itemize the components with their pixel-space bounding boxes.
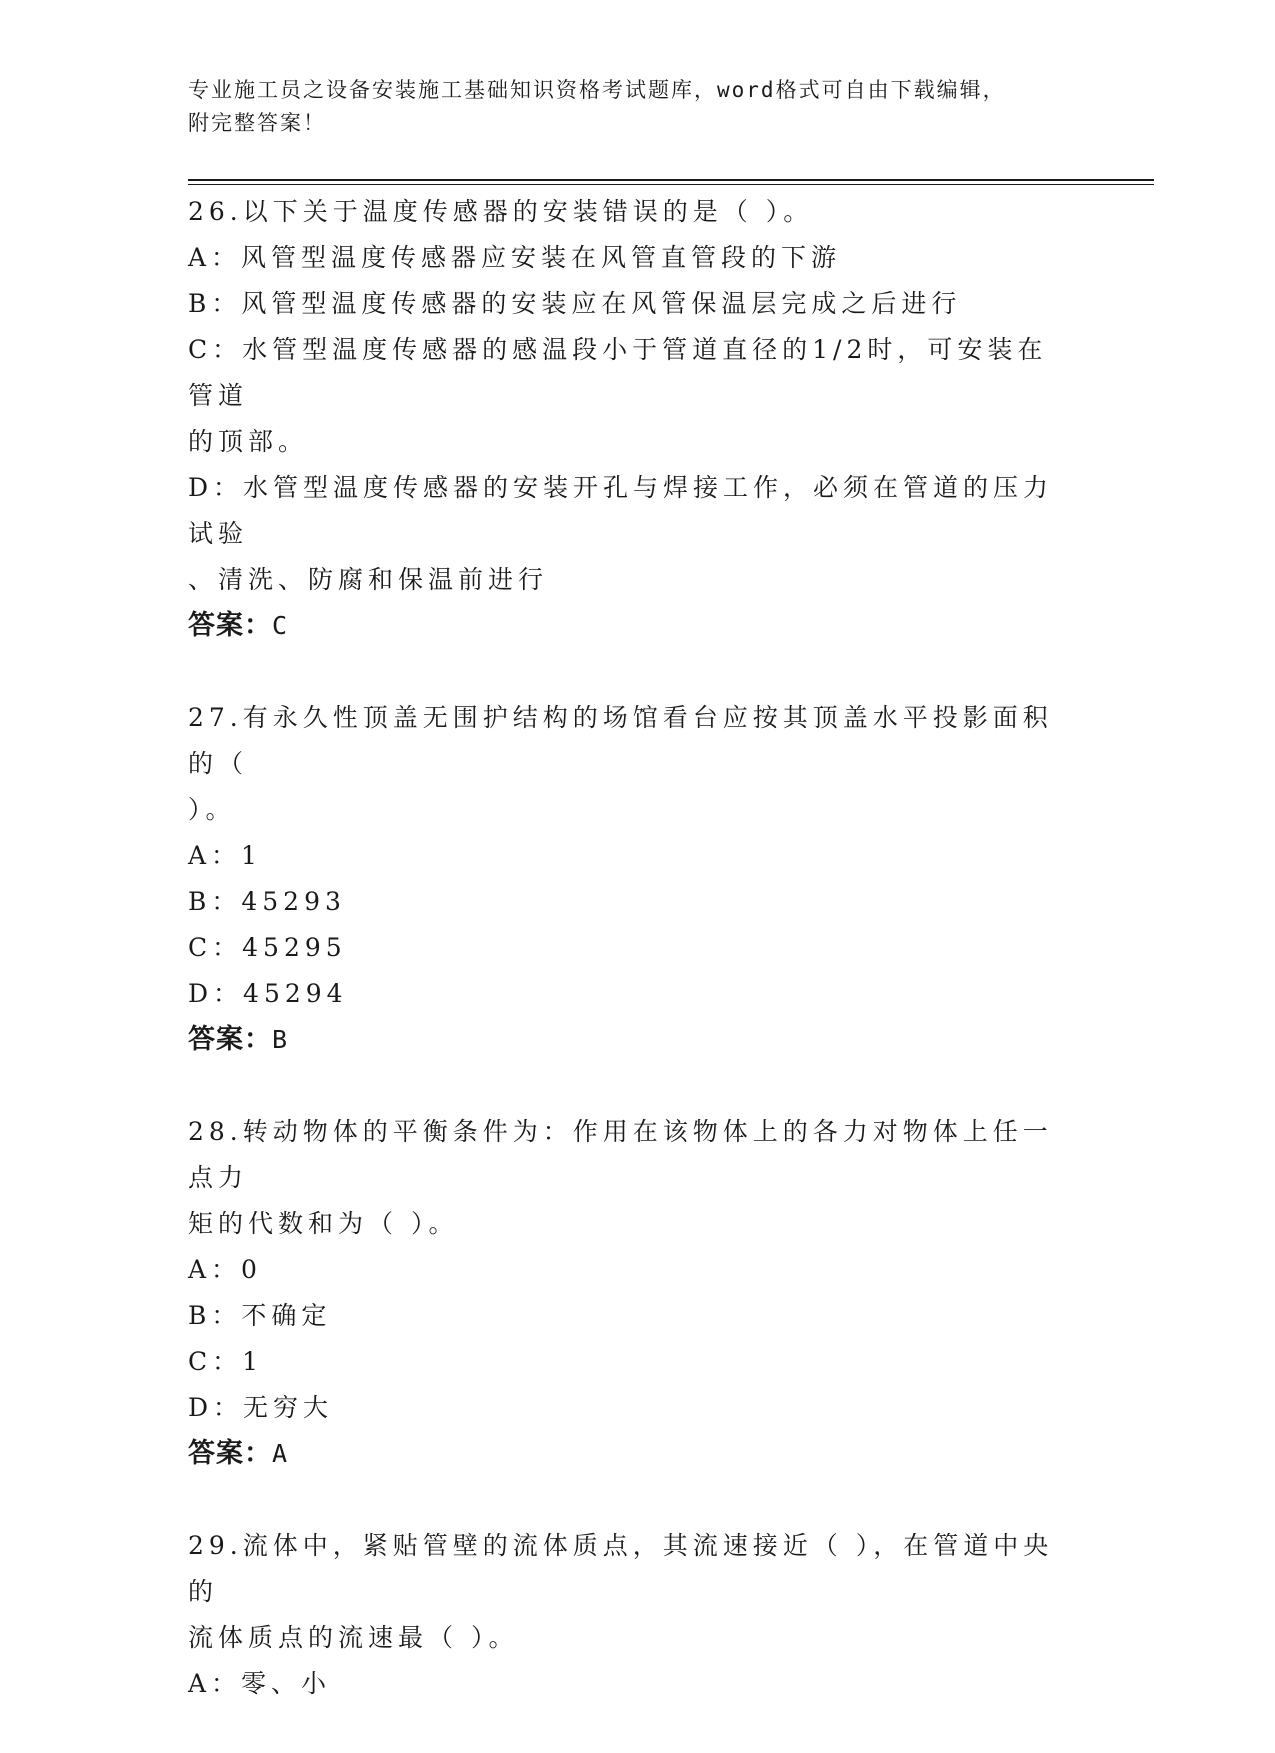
- answer-option: A：风管型温度传感器应安装在风管直管段的下游: [188, 243, 842, 272]
- answer-key: [188, 603, 1068, 649]
- document-header: [188, 74, 1068, 140]
- answer-option: A：0: [188, 1255, 262, 1284]
- answer-label: 答案：: [188, 1438, 272, 1469]
- answer-option: C：1: [188, 1347, 264, 1376]
- answer-option: 、清洗、防腐和保温前进行: [188, 565, 549, 594]
- answer-option: C：45295: [188, 933, 347, 962]
- header-line-1: 专业施工员之设备安装施工基础知识资格考试题库，word格式可自由下载编辑，: [188, 78, 1006, 102]
- question-stem: 矩的代数和为（ ）。: [188, 1209, 459, 1238]
- question-stem: 26.以下关于温度传感器的安装错误的是（ ）。: [188, 197, 814, 226]
- answer-option: D：45294: [188, 979, 348, 1008]
- question-block: [188, 695, 1068, 1063]
- answer-value: B: [272, 1025, 289, 1054]
- question-stem: ）。: [188, 795, 236, 824]
- answer-key: [188, 1431, 1068, 1477]
- answer-value: C: [272, 611, 289, 640]
- answer-option: D：无穷大: [188, 1393, 334, 1422]
- answer-option: 的顶部。: [188, 427, 309, 456]
- question-stem: 流体质点的流速最（ ）。: [188, 1623, 519, 1652]
- header-divider-thin: [188, 184, 1154, 185]
- question-block: [188, 1109, 1068, 1477]
- answer-label: 答案：: [188, 1024, 272, 1055]
- header-line-2: 附完整答案！: [188, 111, 326, 135]
- question-block: [188, 189, 1068, 649]
- question-list: [188, 189, 1068, 1753]
- question-stem: 27.有永久性顶盖无围护结构的场馆看台应按其顶盖水平投影面积的（: [188, 703, 1053, 778]
- answer-key: [188, 1017, 1068, 1063]
- answer-option: A：1: [188, 841, 262, 870]
- answer-option: B：不确定: [188, 1301, 332, 1330]
- answer-option: D：水管型温度传感器的安装开孔与焊接工作，必须在管道的压力试验: [188, 473, 1054, 548]
- question-stem: 28.转动物体的平衡条件为：作用在该物体上的各力对物体上任一点力: [188, 1117, 1053, 1192]
- answer-value: A: [272, 1439, 289, 1468]
- answer-option: A：零、小: [188, 1669, 332, 1698]
- answer-label: 答案：: [188, 610, 272, 641]
- question-stem: 29.流体中，紧贴管壁的流体质点，其流速接近（ ），在管道中央的: [188, 1531, 1054, 1606]
- answer-option: B：风管型温度传感器的安装应在风管保温层完成之后进行: [188, 289, 962, 318]
- header-divider-thick: [188, 179, 1154, 181]
- answer-option: B：45293: [188, 887, 346, 916]
- answer-option: C：水管型温度传感器的感温段小于管道直径的1/2时，可安装在管道: [188, 335, 1048, 410]
- question-block: [188, 1523, 1068, 1707]
